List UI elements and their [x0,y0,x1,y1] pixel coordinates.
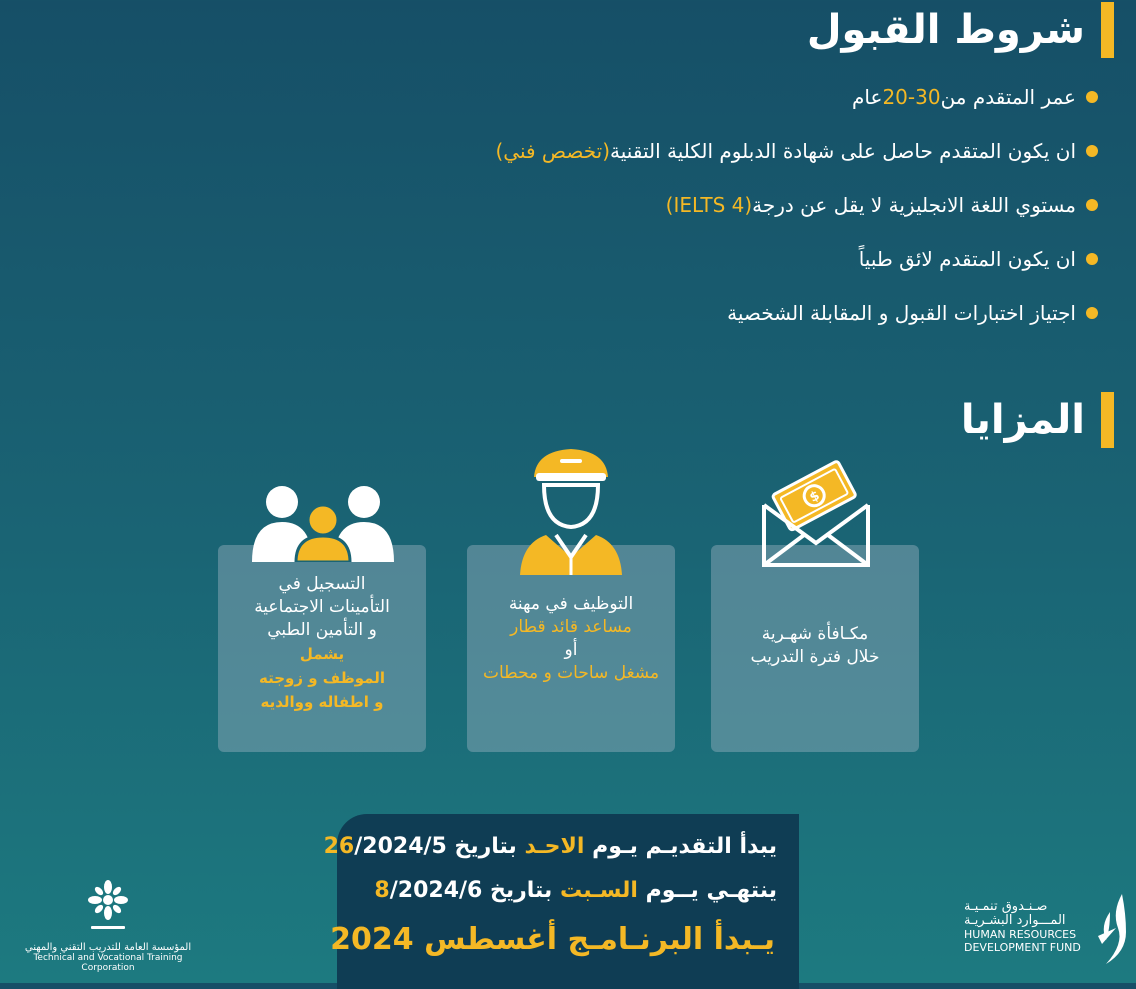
application-start-date: يبدأ التقديـم يـوم الاحـد بتاريخ 26/2024/5 [323,834,777,859]
tvtc-logo [18,880,198,973]
bullet-icon [1086,91,1098,103]
benefit-card-insurance [218,545,426,752]
job-title: مشغل ساحات و محطات [482,663,660,683]
job-or: أو [564,640,578,660]
conditions-heading [807,2,1114,58]
insurance-coverage: و اطفاله ووالديه [260,693,384,711]
train-driver-icon [516,447,626,577]
benefits-heading [961,392,1114,448]
hrdf-name-en: HUMAN RESOURCES [964,928,1077,941]
bullet-icon [1086,253,1098,265]
tvtc-name-ar: المؤسسة العامة للتدريب التقني والمهني [24,942,192,953]
svg-text:$: $ [807,488,823,506]
insurance-line: التأمينات الاجتماعية [254,597,390,617]
condition-item: ان يكون المتقدم لائق طبياً [198,232,1098,286]
benefit-card-salary [711,545,919,752]
hrdf-name-ar: صـنـدوق تنمـيـة [964,899,1048,914]
hrdf-name-ar: المـــوارد البشـريـة [964,913,1066,928]
condition-item: مستوي اللغة الانجليزية لا يقل عن درجة (IELTS 4) [198,178,1098,232]
program-start: يـبدأ البرنـامـج أغسطس 2024 [330,922,775,957]
heading-accent-bar [1101,392,1114,448]
hrdf-emblem-icon [1092,892,1130,966]
job-title: مساعد قائد قطار [510,617,632,637]
application-end-date: ينتهـي يــوم السـبت بتاريخ 8/2024/6 [374,878,777,903]
hrdf-name-en: DEVELOPMENT FUND [964,941,1081,954]
family-icon [250,482,396,562]
money-envelope-icon [758,455,874,571]
heading-accent-bar [1101,2,1114,58]
condition-item: ان يكون المتقدم حاصل على شهادة الدبلوم الكلية التقنية (تخصص فني) [198,124,1098,178]
tvtc-name-en: Technical and Vocational Training Corporation [33,953,183,973]
dates-panel [323,814,799,989]
insurance-line: و التأمين الطبي [267,620,377,640]
benefits-title: المزايا [960,397,1085,443]
bullet-icon [1086,199,1098,211]
tvtc-emblem-icon [83,880,133,934]
conditions-title: شروط القبول [806,7,1085,53]
salary-line: مكـافأة شهـرية [761,624,869,644]
salary-line: خلال فترة التدريب [750,647,880,667]
conditions-list [198,70,1098,340]
bullet-icon [1086,145,1098,157]
condition-item: اجتياز اختبارات القبول و المقابلة الشخصية [198,286,1098,340]
insurance-line: التسجيل في [278,574,366,594]
bullet-icon [1086,307,1098,319]
condition-item: عمر المتقدم من 20-30 عام [198,70,1098,124]
job-line: التوظيف في مهنة [508,594,634,614]
insurance-coverage: الموظف و زوجته [259,669,385,687]
hrdf-logo [964,888,1130,968]
insurance-coverage: يشمل [299,645,345,663]
